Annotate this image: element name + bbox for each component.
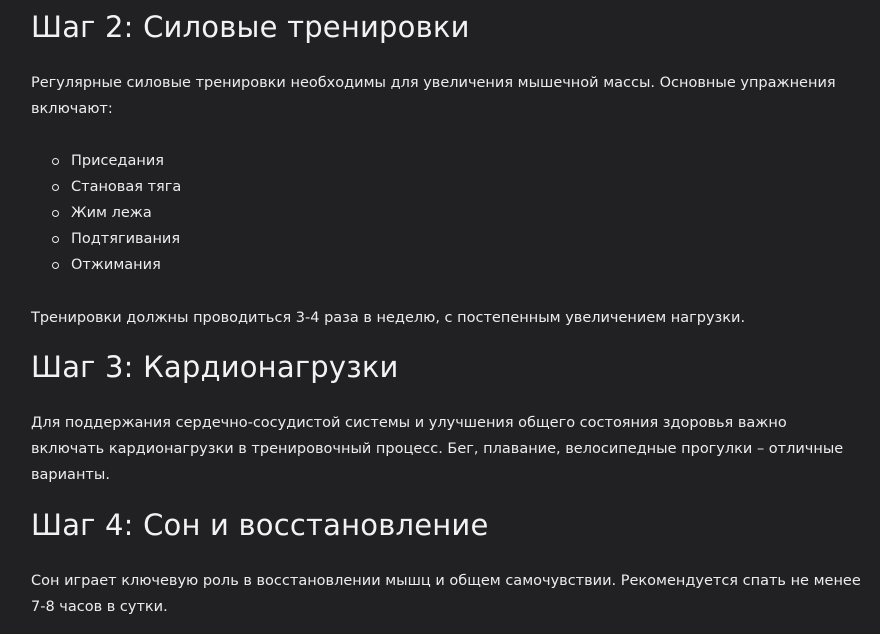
- list-item: [31, 174, 181, 200]
- list-item-label: Становая тяга: [71, 179, 182, 195]
- bullet-circle-icon: [52, 158, 59, 165]
- section-heading-step-3: Шаг 3: Кардионагрузки: [31, 350, 399, 384]
- list-item-label: Отжимания: [71, 257, 161, 273]
- bullet-circle-icon: [52, 262, 59, 269]
- list-item-label: Приседания: [71, 153, 164, 169]
- bullet-circle-icon: [52, 184, 59, 191]
- bullet-circle-icon: [52, 236, 59, 243]
- section-paragraph-step-2-intro: Регулярные силовые тренировки необходимы для увеличения мышечной массы. Основные упражнения включают:: [31, 75, 836, 117]
- list-item: [31, 200, 181, 226]
- section-heading-step-2: Шаг 2: Силовые тренировки: [31, 10, 470, 44]
- bullet-circle-icon: [52, 210, 59, 217]
- list-item-label: Подтягивания: [71, 231, 181, 247]
- list-item: [31, 148, 181, 174]
- list-item-label: Жим лежа: [71, 205, 152, 221]
- list-item: [31, 226, 181, 252]
- exercise-list: [31, 148, 181, 278]
- section-paragraph-step-2-outro: Тренировки должны проводиться 3-4 раза в неделю, с постепенным увеличением нагрузки.: [31, 310, 746, 326]
- section-heading-step-4: Шаг 4: Сон и восстановление: [31, 508, 489, 542]
- section-paragraph-step-4: Сон играет ключевую роль в восстановлении мышц и общем самочувствии. Рекомендуется спать не менее 7-8 часов в сутки.: [31, 573, 861, 615]
- list-item: [31, 252, 181, 278]
- section-paragraph-step-3: Для поддержания сердечно-сосудистой системы и улучшения общего состояния здоровья важно включать кардионагрузки в тренировочный процесс. Бег, плавание, велосипедные прогулки – отличные варианты.: [31, 415, 844, 483]
